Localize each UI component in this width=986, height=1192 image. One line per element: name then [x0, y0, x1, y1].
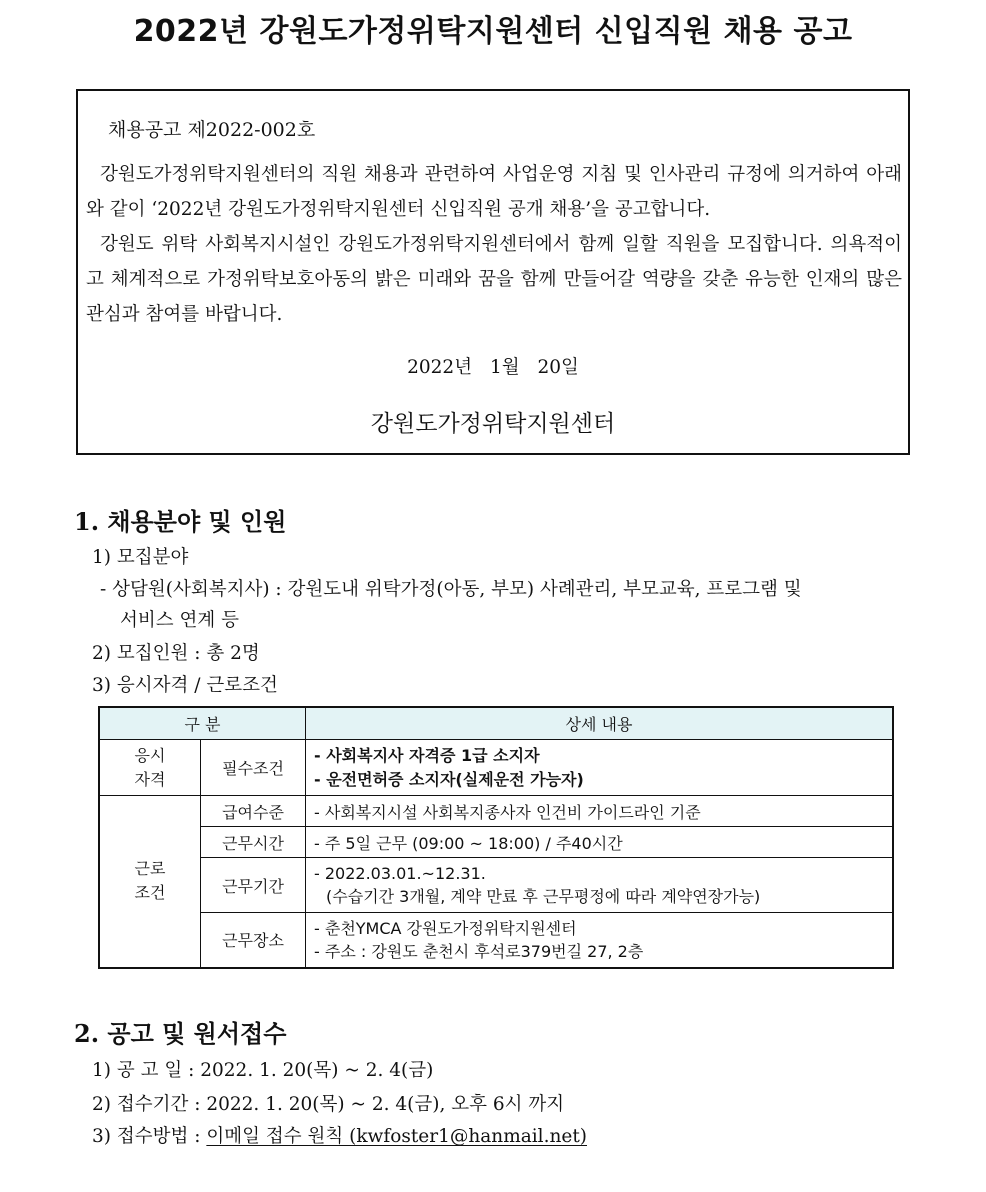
- qualification-detail: [306, 740, 894, 796]
- location-detail-line-1: - 춘천YMCA 강원도가정위탁지원센터: [314, 918, 577, 938]
- section2-heading: 2. 공고 및 원서접수: [74, 1019, 287, 1048]
- location-sub: 근무장소: [201, 913, 306, 968]
- conditions-table: [98, 706, 894, 969]
- hours-sub: 근무시간: [201, 827, 306, 858]
- page-title: 2022년 강원도가정위탁지원센터 신입직원 채용 공고: [133, 14, 853, 49]
- field-line-1: - 상담원(사회복지사) : 강원도내 위탁가정(아동, 부모) 사례관리, 부모교육, 프로그램 및: [100, 579, 802, 600]
- work-category: [99, 796, 201, 968]
- period-detail: [306, 858, 894, 913]
- qualification-category: [99, 740, 201, 796]
- field-line-2: 서비스 연계 등: [120, 610, 239, 631]
- period-detail-line-2: (수습기간 3개월, 계약 만료 후 근무평정에 따라 계약연장가능): [326, 887, 761, 906]
- qualification-detail-line-1: - 사회복지사 자격증 1급 소지자: [314, 745, 540, 765]
- qualification-category-line-1: 응시: [134, 745, 166, 765]
- field-label: 1) 모집분야: [92, 547, 189, 568]
- period-sub: 근무기간: [201, 858, 306, 913]
- notice-paragraph-1: 강원도가정위탁지원센터의 직원 채용과 관련하여 사업운영 지침 및 인사관리 규정에 의거하여 아래와 같이 ‘2022년 강원도가정위탁지원센터 신입직원 공개 채용’을 공고합니다.: [86, 164, 902, 220]
- application-method-label: 3) 접수방법 :: [92, 1126, 207, 1147]
- qualification-sub: 필수조건: [201, 740, 306, 796]
- application-email-link[interactable]: 이메일 접수 원칙 (kwfoster1@hanmail.net): [206, 1126, 587, 1147]
- table-header-row: [99, 707, 893, 740]
- notice-paragraph-2: 강원도 위탁 사회복지시설인 강원도가정위탁지원센터에서 함께 일할 직원을 모집합니다. 의욕적이고 체계적으로 가정위탁보호아동의 밝은 미래와 꿈을 함께 만들어갈 역량을 갖춘 유능한 인재의 많은 관심과 참여를 바랍니다.: [86, 234, 902, 325]
- salary-sub: 급여수준: [201, 796, 306, 827]
- work-category-line-2: 조건: [134, 883, 166, 903]
- period-detail-line-1: - 2022.03.01.~12.31.: [314, 864, 486, 883]
- application-method: [92, 1122, 587, 1148]
- header-detail: 상세 내용: [306, 707, 894, 740]
- notice-period: 1) 공 고 일 : 2022. 1. 20(목) ~ 2. 4(금): [92, 1060, 434, 1081]
- salary-detail: - 사회복지시설 사회복지종사자 인건비 가이드라인 기준: [306, 796, 894, 827]
- hours-detail: - 주 5일 근무 (09:00 ~ 18:00) / 주40시간: [306, 827, 894, 858]
- notice-date: 2022년 1월 20일: [407, 357, 579, 378]
- table-row: [99, 796, 893, 827]
- qualification-detail-line-2: - 운전면허증 소지자(실제운전 가능자): [314, 769, 584, 789]
- header-category: 구 분: [99, 707, 306, 740]
- table-row: [99, 913, 893, 968]
- location-detail: [306, 913, 894, 968]
- notice-number: 채용공고 제2022-002호: [108, 119, 316, 141]
- section1-heading: 1. 채용분야 및 인원: [74, 507, 287, 536]
- notice-organization: 강원도가정위탁지원센터: [370, 411, 616, 437]
- notice-body: [86, 157, 902, 332]
- notice-box: [76, 89, 910, 455]
- table-row: [99, 740, 893, 796]
- recruit-count: 2) 모집인원 : 총 2명: [92, 643, 260, 664]
- conditions-label: 3) 응시자격 / 근로조건: [92, 675, 278, 696]
- qualification-category-line-2: 자격: [134, 769, 166, 789]
- work-category-line-1: 근로: [134, 859, 166, 879]
- application-period: 2) 접수기간 : 2022. 1. 20(목) ~ 2. 4(금), 오후 6시 까지: [92, 1094, 565, 1115]
- location-detail-line-2: - 주소 : 강원도 춘천시 후석로379번길 27, 2층: [314, 941, 644, 961]
- table-row: [99, 858, 893, 913]
- table-row: [99, 827, 893, 858]
